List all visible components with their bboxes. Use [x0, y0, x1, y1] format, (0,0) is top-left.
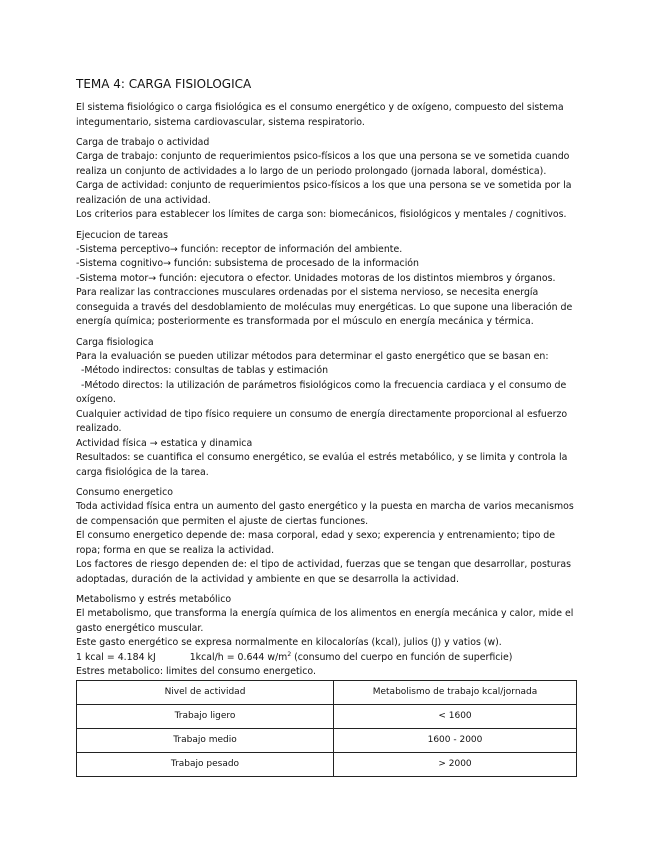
- table-cell: > 2000: [334, 752, 577, 776]
- section-line: realiza un conjunto de actividades a lo largo de un periodo prolongado (jornada laboral, doméstica).: [76, 165, 547, 177]
- intro-line: integumentario, sistema cardiovascular, sistema respiratorio.: [76, 116, 365, 128]
- formula-superscript: 2: [287, 650, 292, 658]
- section-line: Para la evaluación se pueden utilizar métodos para determinar el gasto energético que se basan en:: [76, 350, 549, 362]
- section-consumo-energetico: [76, 486, 581, 587]
- table-cell: Trabajo ligero: [77, 704, 334, 728]
- table-header-cell: Metabolismo de trabajo kcal/jornada: [334, 680, 577, 704]
- table-cell: Trabajo medio: [77, 728, 334, 752]
- section-line: Resultados: se cuantifica el consumo energético, se evalúa el estrés metabólico, y se limita y controla la: [76, 452, 568, 463]
- section-heading: Carga de trabajo o actividad: [76, 137, 210, 148]
- section-line: Para realizar las contracciones musculares ordenadas por el sistema nervioso, se necesita energía: [76, 287, 539, 298]
- section-line: -Sistema cognitivo→ función: subsistema de procesado de la información: [76, 258, 419, 269]
- table-row: [77, 704, 577, 728]
- section-line: Carga de trabajo: conjunto de requerimientos psico-físicos a los que una persona se ve sometida cuando: [76, 151, 570, 162]
- section-line: Carga de actividad: conjunto de requerimientos psico-físicos a los que una persona se ve sometida por la: [76, 180, 572, 191]
- table-cell: Trabajo pesado: [77, 752, 334, 776]
- section-line: -Método directos: la utilización de parámetros fisiológicos como la frecuencia cardiaca y el consumo de: [81, 379, 567, 391]
- table-row: [77, 728, 577, 752]
- section-line: El metabolismo, que transforma la energía química de los alimentos en energía mecánica y calor, mide el: [76, 608, 574, 619]
- section-line: Actividad física → estatica y dinamica: [76, 437, 253, 449]
- formula-kcal-kj: 1 kcal = 4.184 kJ: [76, 651, 156, 663]
- section-metabolismo: [76, 593, 581, 680]
- formula-line: [76, 651, 581, 666]
- metabolism-table: [76, 680, 577, 777]
- section-line: Toda actividad física entra un aumento del gasto energético y la puesta en marcha de varios mecanismos: [76, 501, 574, 512]
- table-header-row: [77, 680, 577, 704]
- section-heading: Metabolismo y estrés metabólico: [76, 594, 232, 605]
- section-line: Los factores de riesgo dependen de: el tipo de actividad, fuerzas que se tengan que desarrollar, posturas: [76, 559, 572, 570]
- section-carga-trabajo: [76, 136, 581, 223]
- formula-kcal-h: 1kcal/h = 0.644 w/m: [189, 651, 288, 663]
- table-cell: 1600 - 2000: [334, 728, 577, 752]
- section-line: ropa; forma en que se realiza la actividad.: [76, 544, 275, 556]
- section-line: energía química; posteriormente es transformada por el músculo en energía mecánica y térmica.: [76, 316, 534, 327]
- section-line: Los criterios para establecer los límites de carga son: biomecánicos, fisiológicos y mentales / cognitivos.: [76, 209, 567, 220]
- formula-note: (consumo del cuerpo en función de superficie): [291, 651, 513, 663]
- section-heading: Consumo energetico: [76, 487, 173, 498]
- section-line: conseguida a través del desdoblamiento de moléculas muy energéticas. Lo que supone una liberación de: [76, 301, 573, 313]
- intro-paragraph: [76, 101, 581, 130]
- section-line: Estres metabolico: limites del consumo energetico.: [76, 666, 316, 677]
- section-line: -Sistema perceptivo→ función: receptor de información del ambiente.: [76, 243, 403, 255]
- section-line: Cualquier actividad de tipo físico requiere un consumo de energía directamente proporcional al esfuerzo: [76, 408, 568, 420]
- section-line: gasto energético muscular.: [76, 622, 204, 634]
- section-carga-fisiologica: [76, 336, 581, 481]
- document-page: [76, 77, 581, 777]
- section-line: carga fisiológica de la tarea.: [76, 466, 209, 478]
- document-title: TEMA 4: CARGA FISIOLOGICA: [76, 77, 252, 91]
- section-line: -Método indirectos: consultas de tablas y estimación: [81, 365, 329, 376]
- section-ejecucion-tareas: [76, 229, 581, 330]
- section-line: oxígeno.: [76, 394, 116, 405]
- section-line: realización de una actividad.: [76, 194, 211, 206]
- intro-line: El sistema fisiológico o carga fisiológica es el consumo energético y de oxígeno, compuesto del sistema: [76, 102, 564, 113]
- section-heading: Carga fisiologica: [76, 336, 154, 348]
- section-line: adoptadas, duración de la actividad y ambiente en que se desarrolla la actividad.: [76, 573, 459, 585]
- table-row: [77, 752, 577, 776]
- section-line: Este gasto energético se expresa normalmente en kilocalorías (kcal), julios (J) y vatios (w).: [76, 637, 502, 648]
- table-header-cell: Nivel de actividad: [77, 680, 334, 704]
- section-line: de compensación que permiten el ajuste de ciertas funciones.: [76, 515, 369, 527]
- section-line: realizado.: [76, 423, 122, 434]
- table-cell: < 1600: [334, 704, 577, 728]
- section-line: -Sistema motor→ función: ejecutora o efector. Unidades motoras de los distintos miembros y órganos.: [76, 272, 556, 284]
- section-heading: Ejecucion de tareas: [76, 229, 168, 241]
- section-line: El consumo energetico depende de: masa corporal, edad y sexo; experencia y entrenamiento; tipo de: [76, 530, 556, 541]
